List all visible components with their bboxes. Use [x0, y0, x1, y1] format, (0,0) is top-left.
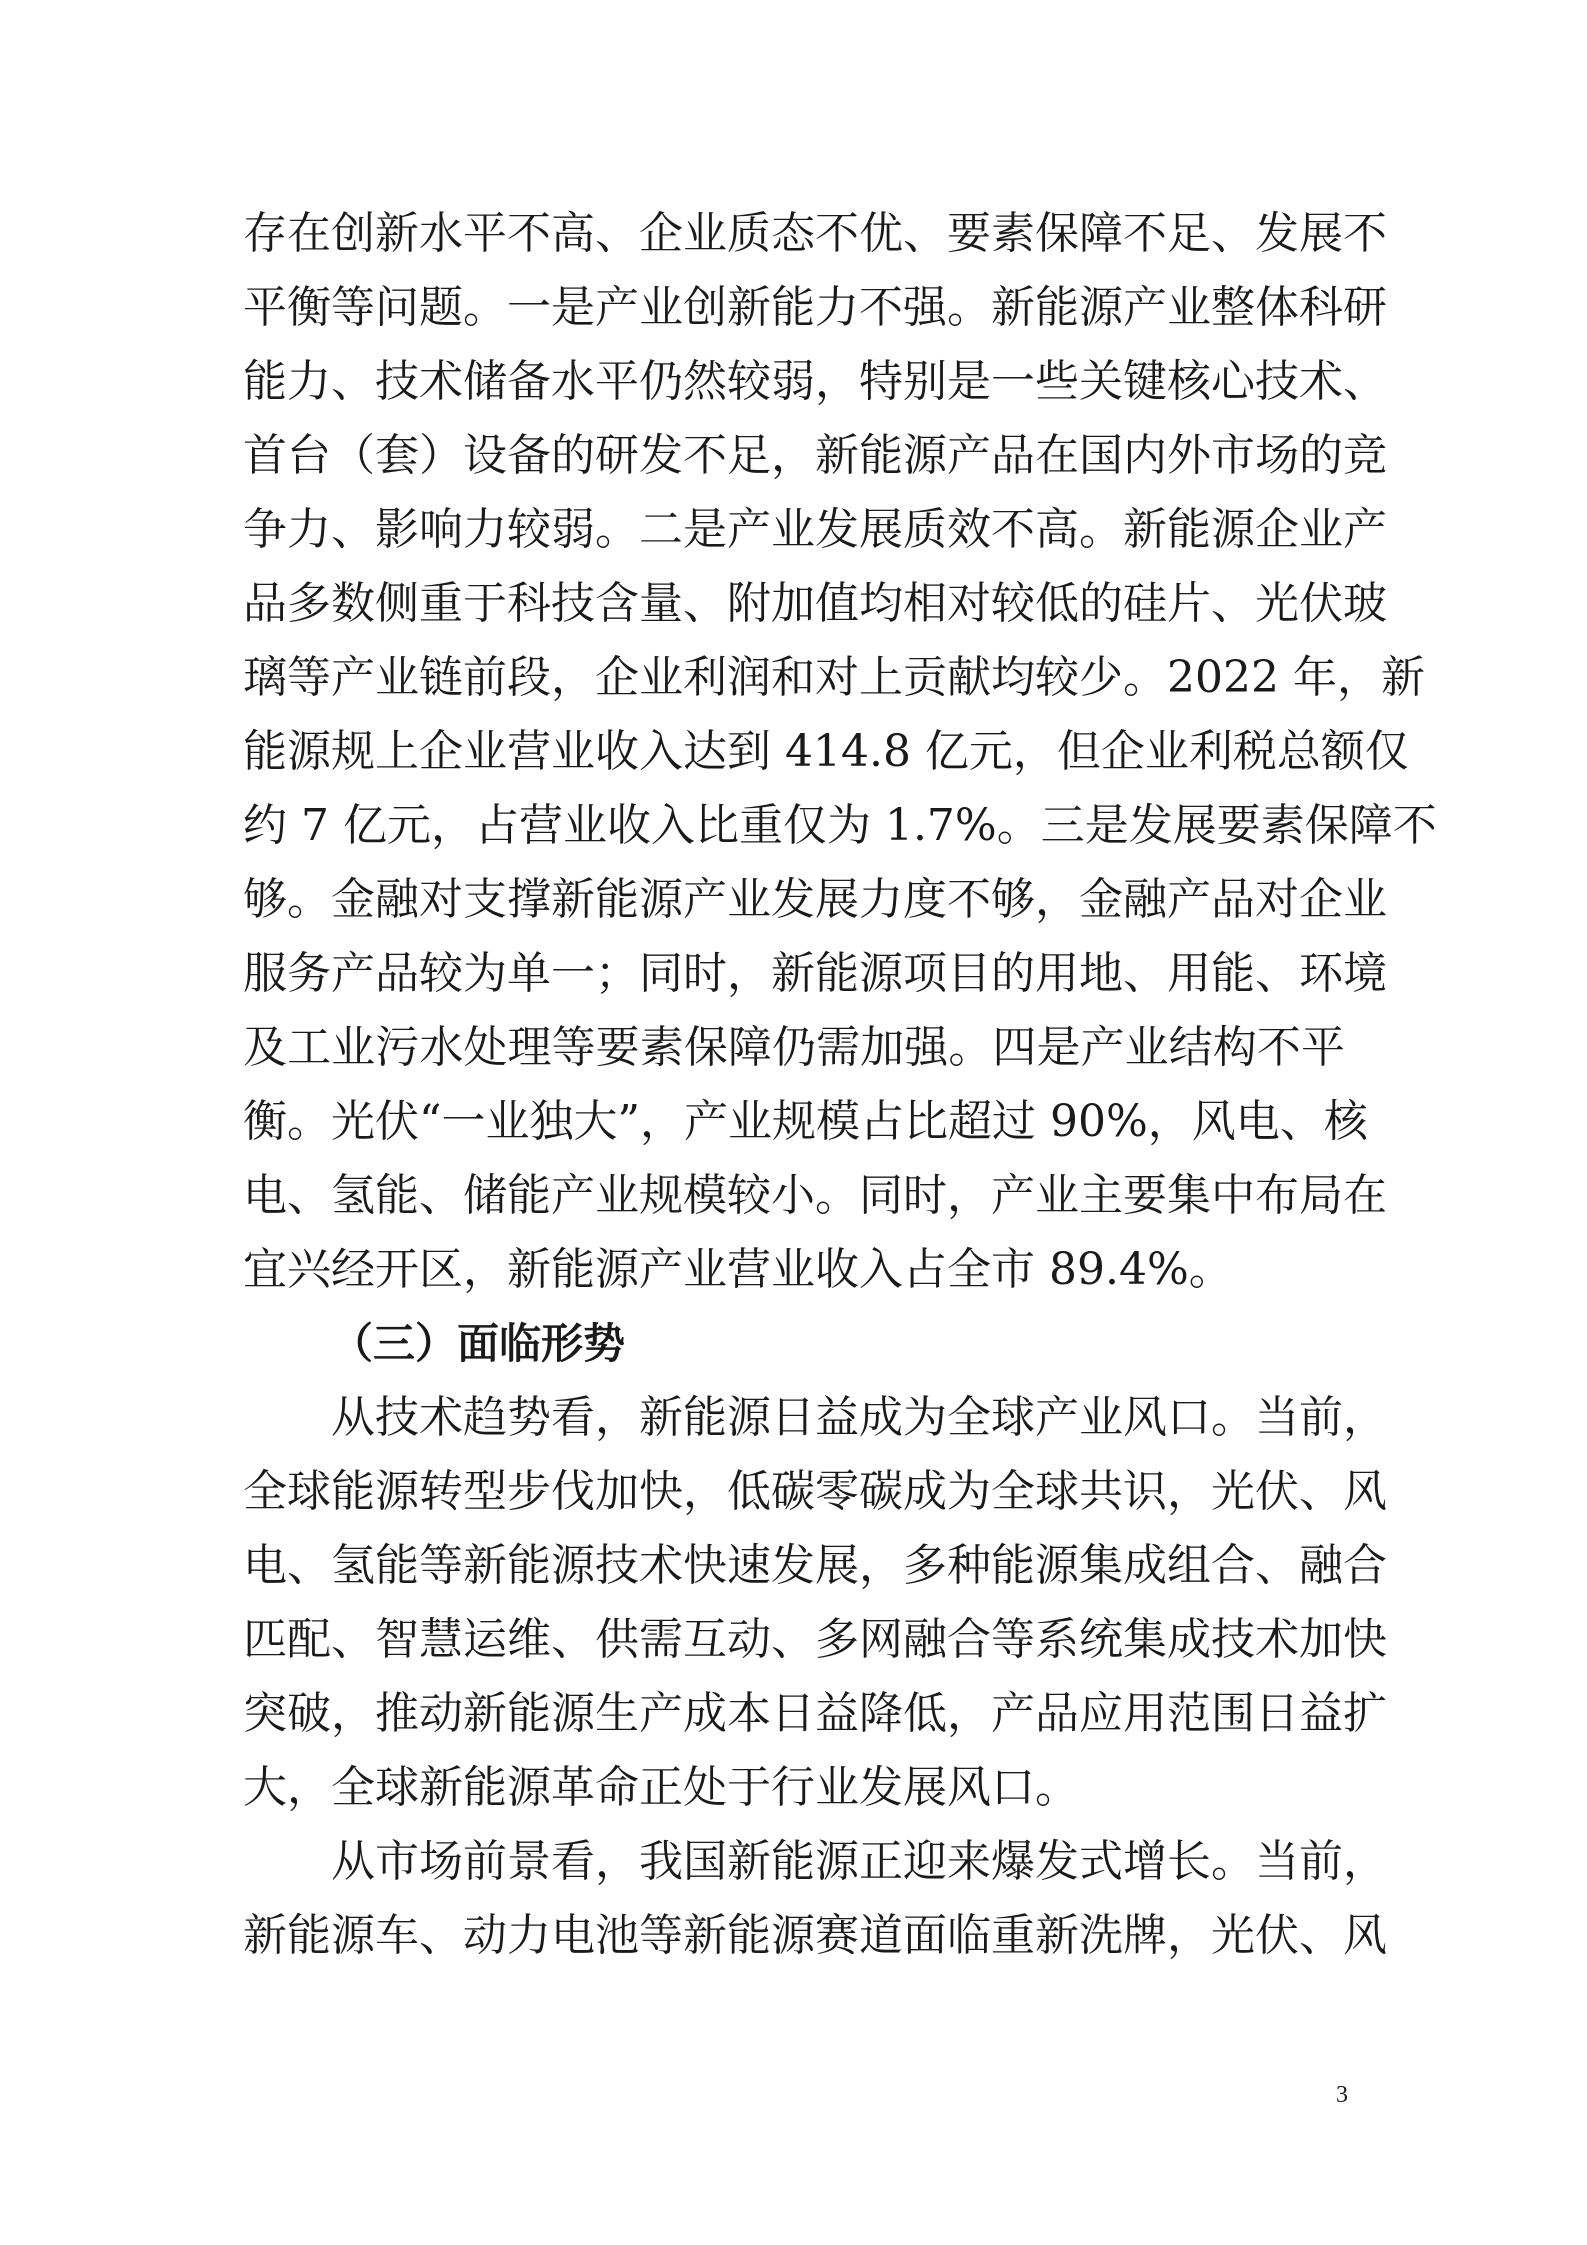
text-line: 宜兴经开区，新能源产业营业收入占全市 89.4%。 — [243, 1244, 1233, 1295]
text-line: 大，全球新能源革命正处于行业发展风口。 — [243, 1762, 1079, 1813]
text-line: 平衡等问题。一是产业创新能力不强。新能源产业整体科研 — [243, 282, 1387, 333]
text-line: 能力、技术储备水平仍然较弱，特别是一些关键核心技术、 — [243, 356, 1387, 407]
text-line: 新能源车、动力电池等新能源赛道面临重新洗牌，光伏、风 — [243, 1910, 1387, 1961]
text-line: 突破，推动新能源生产成本日益降低，产品应用范围日益扩 — [243, 1688, 1387, 1739]
text-line: 电、氢能等新能源技术快速发展，多种能源集成组合、融合 — [243, 1540, 1387, 1591]
paragraph-market-outlook — [243, 1825, 1387, 1973]
text-line: 匹配、智慧运维、供需互动、多网融合等系统集成技术加快 — [243, 1614, 1387, 1665]
text-line: 从技术趋势看，新能源日益成为全球产业风口。当前， — [331, 1392, 1387, 1443]
text-line: 够。金融对支撑新能源产业发展力度不够，金融产品对企业 — [243, 874, 1387, 925]
text-line: 及工业污水处理等要素保障仍需加强。四是产业结构不平 — [243, 1022, 1345, 1073]
text-line: 首台（套）设备的研发不足，新能源产品在国内外市场的竞 — [243, 430, 1387, 481]
text-line: 璃等产业链前段，企业利润和对上贡献均较少。2022 年，新 — [243, 652, 1425, 703]
text-line: 能源规上企业营业收入达到 414.8 亿元，但企业利税总额仅 — [243, 726, 1409, 777]
text-line: 存在创新水平不高、企业质态不优、要素保障不足、发展不 — [243, 208, 1387, 259]
page-number: 3 — [1336, 2082, 1348, 2108]
text-line: 服务产品较为单一；同时，新能源项目的用地、用能、环境 — [243, 948, 1387, 999]
text-line: 从市场前景看，我国新能源正迎来爆发式增长。当前， — [331, 1836, 1387, 1887]
text-line: 争力、影响力较弱。二是产业发展质效不高。新能源企业产 — [243, 504, 1387, 555]
text-line: 约 7 亿元，占营业收入比重仅为 1.7%。三是发展要素保障不 — [243, 800, 1437, 851]
document-page — [243, 197, 1437, 1973]
text-line: 品多数侧重于科技含量、附加值均相对较低的硅片、光伏玻 — [243, 578, 1387, 629]
paragraph-technology-trend — [243, 1381, 1387, 1825]
text-line: 全球能源转型步伐加快，低碳零碳成为全球共识，光伏、风 — [243, 1466, 1387, 1517]
paragraph-problems — [243, 197, 1437, 1307]
section-heading: （三）面临形势 — [331, 1319, 626, 1368]
text-line: 衡。光伏“一业独大”，产业规模占比超过 90%，风电、核 — [243, 1096, 1368, 1147]
text-line: 电、氢能、储能产业规模较小。同时，产业主要集中布局在 — [243, 1170, 1387, 1221]
